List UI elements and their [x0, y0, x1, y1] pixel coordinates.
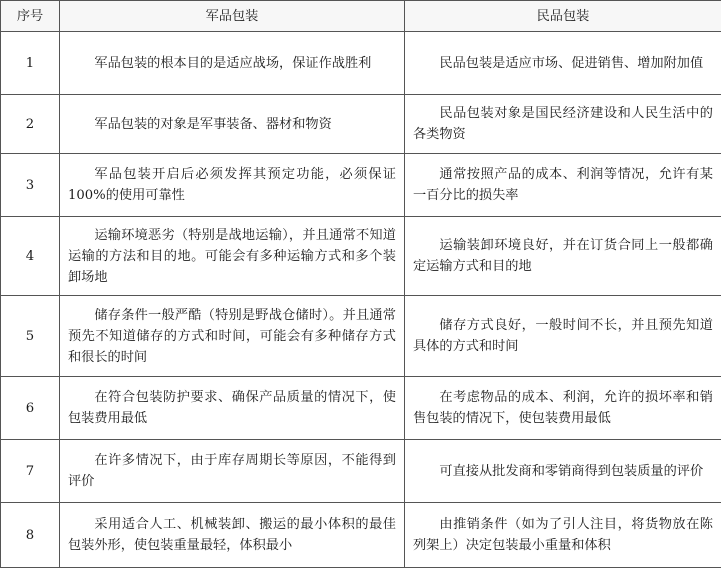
table-row: [1, 95, 721, 154]
table-row: [1, 296, 721, 377]
civilian-cell: 民品包装是适应市场、促进销售、增加附加值: [405, 32, 721, 95]
header-military-packaging: 军品包装: [60, 1, 405, 32]
row-index: 8: [1, 503, 60, 568]
row-index: 1: [1, 32, 60, 95]
military-cell: 军品包装的对象是军事装备、器材和物资: [60, 95, 405, 154]
military-cell: 军品包装开启后必须发挥其预定功能，必须保证100%的使用可靠性: [60, 154, 405, 217]
military-cell: 在符合包装防护要求、确保产品质量的情况下，使包装费用最低: [60, 377, 405, 440]
table-header: [1, 1, 721, 32]
military-cell: 军品包装的根本目的是适应战场，保证作战胜利: [60, 32, 405, 95]
civilian-cell: 储存方式良好，一般时间不长，并且预先知道具体的方式和时间: [405, 296, 721, 377]
civilian-cell: 民品包装对象是国民经济建设和人民生活中的各类物资: [405, 95, 721, 154]
table-body: [1, 32, 721, 568]
civilian-cell: 可直接从批发商和零销商得到包装质量的评价: [405, 440, 721, 503]
row-index: 3: [1, 154, 60, 217]
table-row: [1, 217, 721, 296]
table-row: [1, 503, 721, 568]
military-cell: 采用适合人工、机械装卸、搬运的最小体积的最佳包装外形，使包装重量最轻，体积最小: [60, 503, 405, 568]
table-row: [1, 32, 721, 95]
table-row: [1, 440, 721, 503]
table-row: [1, 154, 721, 217]
military-cell: 运输环境恶劣（特别是战地运输），并且通常不知道运输的方法和目的地。可能会有多种运输方式和多个装卸场地: [60, 217, 405, 296]
header-civilian-packaging: 民品包装: [405, 1, 721, 32]
civilian-cell: 由推销条件（如为了引人注目，将货物放在陈列架上）决定包装最小重量和体积: [405, 503, 721, 568]
civilian-cell: 通常按照产品的成本、利润等情况，允许有某一百分比的损失率: [405, 154, 721, 217]
row-index: 4: [1, 217, 60, 296]
row-index: 6: [1, 377, 60, 440]
row-index: 5: [1, 296, 60, 377]
military-cell: 储存条件一般严酷（特别是野战仓储时）。并且通常预先不知道储存的方式和时间，可能会有多种储存方式和很长的时间: [60, 296, 405, 377]
row-index: 7: [1, 440, 60, 503]
row-index: 2: [1, 95, 60, 154]
civilian-cell: 运输装卸环境良好，并在订货合同上一般都确定运输方式和目的地: [405, 217, 721, 296]
civilian-cell: 在考虑物品的成本、利润，允许的损坏率和销售包装的情况下，使包装费用最低: [405, 377, 721, 440]
table-row: [1, 377, 721, 440]
header-row: [1, 1, 721, 32]
header-index: 序号: [1, 1, 60, 32]
military-cell: 在许多情况下，由于库存周期长等原因，不能得到评价: [60, 440, 405, 503]
